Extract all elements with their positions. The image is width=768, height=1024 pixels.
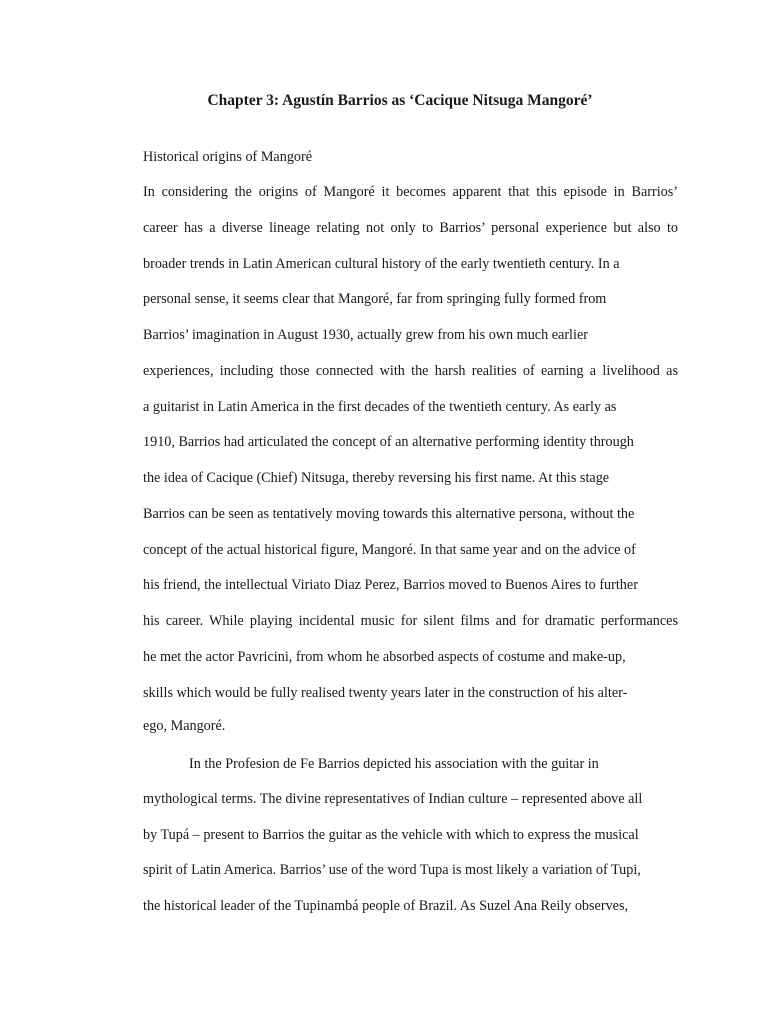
paragraph-1-line: concept of the actual historical figure, Mangoré. In that same year and on the advice of: [143, 542, 636, 558]
paragraph-1-line: 1910, Barrios had articulated the concept of an alternative performing identity through: [143, 434, 634, 450]
paragraph-2-line: spirit of Latin America. Barrios’ use of the word Tupa is most likely a variation of Tupi,: [143, 862, 641, 878]
paragraph-1-line: experiences, including those connected with the harsh realities of earning a livelihood as: [143, 363, 678, 379]
paragraph-1-line: his friend, the intellectual Viriato Diaz Perez, Barrios moved to Buenos Aires to further: [143, 577, 638, 593]
paragraph-2-line: mythological terms. The divine representatives of Indian culture – represented above all: [143, 791, 643, 807]
section-subheading: Historical origins of Mangoré: [143, 149, 313, 165]
paragraph-2-line: by Tupá – present to Barrios the guitar as the vehicle with which to express the musical: [143, 827, 639, 843]
paragraph-1-line: he met the actor Pavricini, from whom he absorbed aspects of costume and make-up,: [143, 649, 626, 665]
chapter-title: Chapter 3: Agustín Barrios as ‘Cacique Nitsuga Mangoré’: [207, 92, 593, 109]
paragraph-1-line: his career. While playing incidental music for silent films and for dramatic performances: [143, 613, 678, 629]
paragraph-1-line: skills which would be fully realised twenty years later in the construction of his alter-: [143, 685, 628, 701]
paragraph-1-line: Barrios can be seen as tentatively moving towards this alternative persona, without the: [143, 506, 635, 522]
paragraph-1-line: the idea of Cacique (Chief) Nitsuga, thereby reversing his first name. At this stage: [143, 470, 610, 486]
paragraph-1-line: personal sense, it seems clear that Mangoré, far from springing fully formed from: [143, 291, 607, 307]
paragraph-1-line: broader trends in Latin American cultural history of the early twentieth century. In a: [143, 256, 620, 272]
paragraph-1-line: In considering the origins of Mangoré it becomes apparent that this episode in Barrios’: [143, 184, 678, 200]
paragraph-1-line: career has a diverse lineage relating not only to Barrios’ personal experience but also to: [143, 220, 678, 236]
paragraph-1-line: a guitarist in Latin America in the first decades of the twentieth century. As early as: [143, 399, 617, 415]
paragraph-1-line: Barrios’ imagination in August 1930, actually grew from his own much earlier: [143, 327, 588, 343]
paragraph-2-line: In the Profesion de Fe Barrios depicted his association with the guitar in: [189, 756, 599, 772]
paragraph-2-line: the historical leader of the Tupinambá people of Brazil. As Suzel Ana Reily observes,: [143, 898, 629, 914]
paragraph-1-line: ego, Mangoré.: [143, 718, 226, 734]
